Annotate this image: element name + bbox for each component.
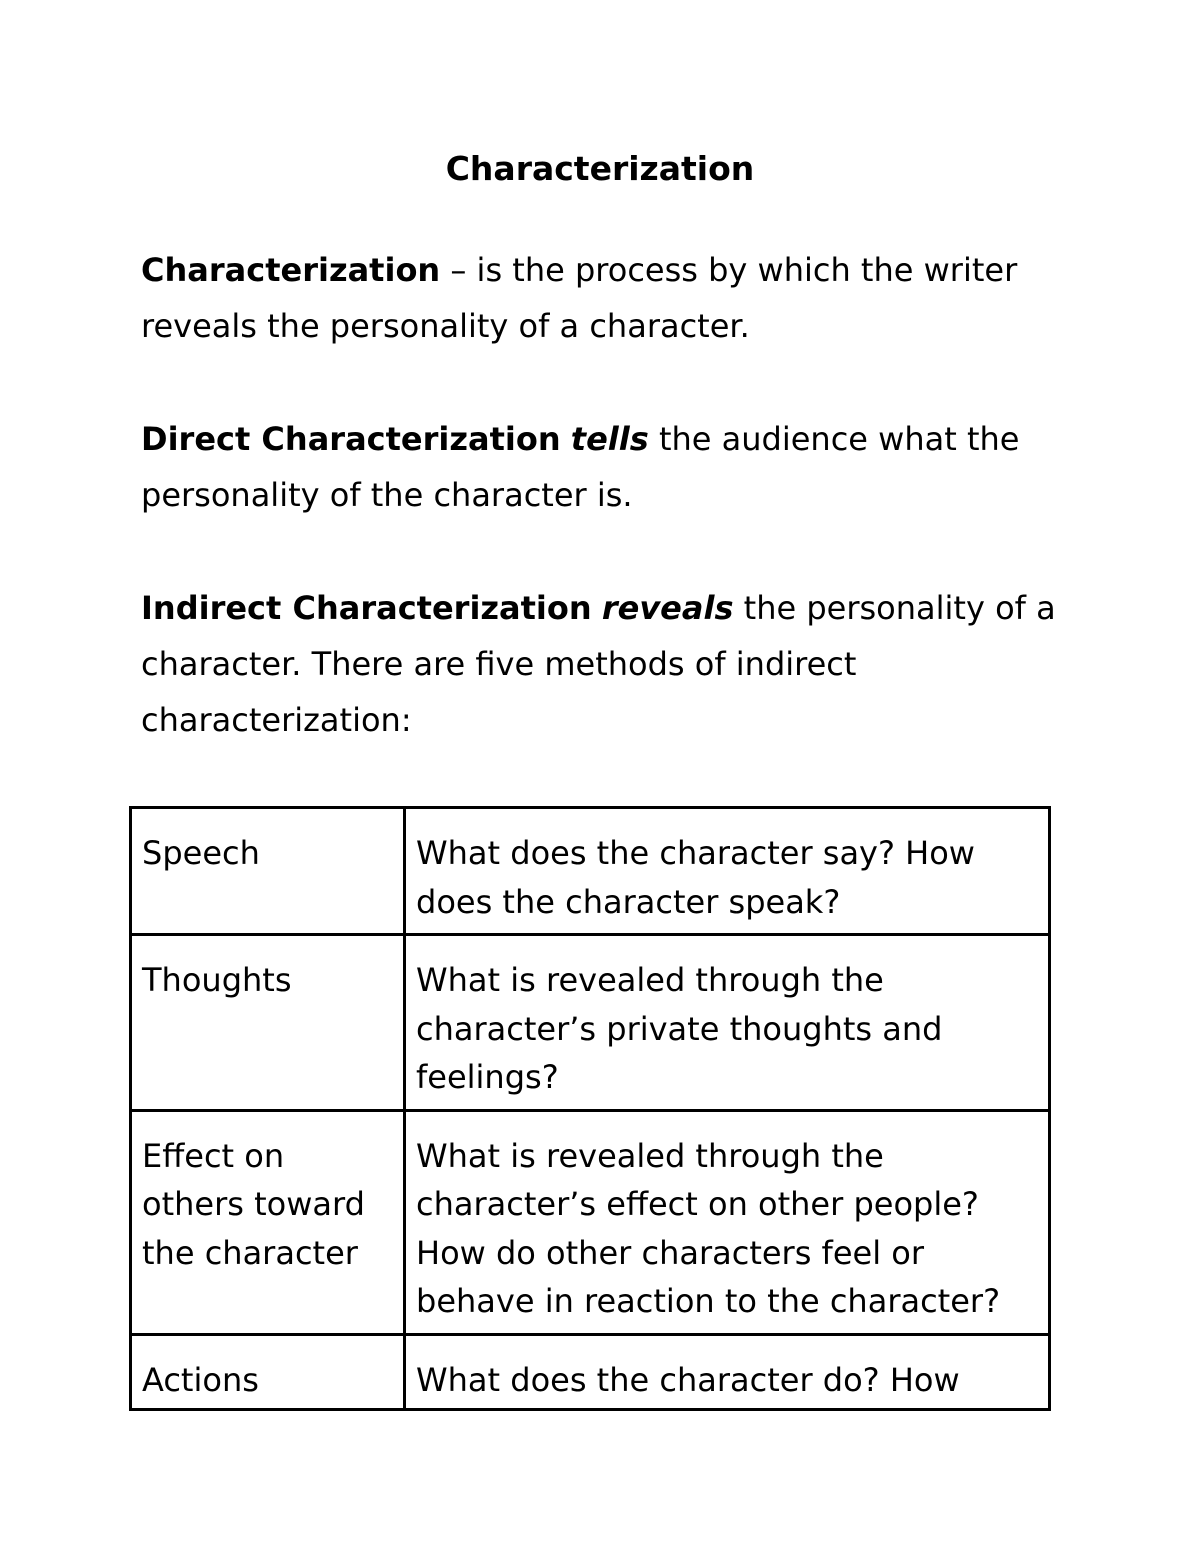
table-row: [131, 808, 1050, 935]
characterization-definition: [141, 242, 1071, 354]
indirect-characterization-paragraph: [141, 580, 1071, 748]
question-cell: What does the character say? How does the character speak?: [405, 808, 1050, 935]
indirect-methods-table: [129, 806, 1051, 1411]
question-cell: What does the character do? How: [405, 1334, 1050, 1410]
table-row: [131, 1334, 1050, 1410]
table-row: [131, 1110, 1050, 1334]
direct-verb: tells: [570, 420, 649, 458]
question-cell: What is revealed through the character’s private thoughts and feelings?: [405, 935, 1050, 1111]
definition-text: is the process by which the writer reveals the personality of a character.: [141, 251, 1018, 345]
question-cell: What is revealed through the character’s effect on other people? How do other characters feel or behave in reaction to the character?: [405, 1110, 1050, 1334]
method-cell: Thoughts: [131, 935, 405, 1111]
definition-separator: –: [440, 251, 477, 289]
direct-text: the audience what the personality of the character is.: [141, 420, 1020, 514]
definition-term: Characterization: [141, 251, 441, 289]
table-row: [131, 935, 1050, 1111]
method-cell: Actions: [131, 1334, 405, 1410]
method-cell: Speech: [131, 808, 405, 935]
method-cell: Effect on others toward the character: [131, 1110, 405, 1334]
direct-characterization-paragraph: [141, 411, 1071, 523]
direct-term: Direct Characterization: [141, 420, 561, 458]
indirect-verb: reveals: [601, 589, 734, 627]
page-title: Characterization: [445, 149, 755, 188]
indirect-term: Indirect Characterization: [141, 589, 592, 627]
indirect-text: the personality of a character. There are five methods of indirect characterization:: [141, 589, 1056, 739]
